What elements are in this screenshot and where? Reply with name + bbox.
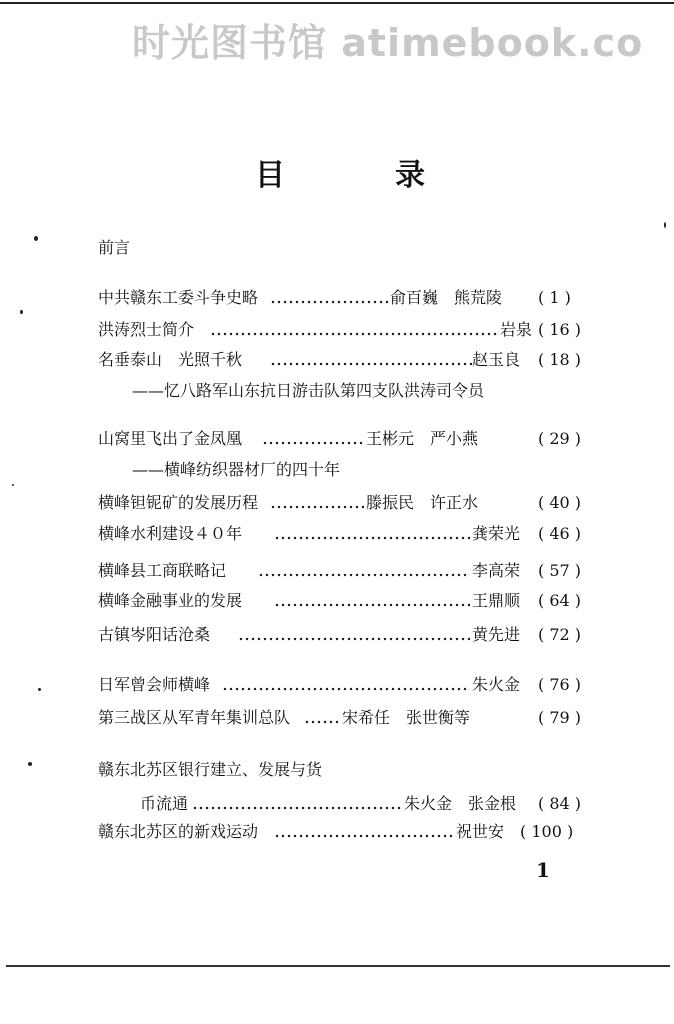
entry-title: 币流通 (140, 794, 189, 813)
entry-page: ( 100 ) (520, 822, 574, 841)
dot-leader (304, 720, 340, 724)
entry-author: 宋希任 张世衡等 (342, 708, 471, 727)
scan-speck (20, 310, 23, 314)
dot-leader (222, 687, 470, 691)
entry-author: 朱火金 (472, 675, 521, 694)
preface-entry[interactable]: 前言 (98, 238, 131, 257)
entry-title: 名垂泰山 光照千秋 (98, 350, 243, 369)
entry-subtitle: ——忆八路军山东抗日游击队第四支队洪涛司令员 (132, 381, 485, 400)
entry-author: 王鼎顺 (472, 591, 521, 610)
title-char-1: 目 (255, 158, 285, 193)
entry-title: 日军曾会师横峰 (98, 675, 211, 694)
entry-title: 横峰金融事业的发展 (98, 591, 243, 610)
dot-leader (274, 834, 454, 838)
entry-title: 古镇岑阳话沧桑 (98, 625, 211, 644)
watermark: 时光图书馆 atimebook.co (132, 21, 644, 65)
entry-title: 中共赣东工委斗争史略 (98, 288, 259, 307)
entry-author: 祝世安 (456, 822, 505, 841)
entry-subtitle: ——横峰纺织器材厂的四十年 (132, 460, 341, 479)
page-number: 1 (536, 858, 550, 882)
entry-page: ( 64 ) (538, 591, 582, 610)
entry-author: 王彬元 严小燕 (366, 429, 479, 448)
entry-author: 岩泉 (500, 320, 533, 339)
dot-leader (274, 603, 470, 607)
entry-page: ( 18 ) (538, 350, 582, 369)
dot-leader (262, 441, 362, 445)
dot-leader (238, 637, 470, 641)
dot-leader (274, 536, 470, 540)
scan-speck (28, 762, 32, 766)
dot-leader (258, 573, 470, 577)
entry-title: 赣东北苏区的新戏运动 (98, 822, 259, 841)
scan-speck (38, 688, 41, 691)
dot-leader (210, 332, 500, 336)
entry-page: ( 79 ) (538, 708, 582, 727)
entry-page: ( 1 ) (538, 288, 571, 307)
entry-title: 第三战区从军青年集训总队 (98, 708, 291, 727)
entry-page: ( 29 ) (538, 429, 582, 448)
entry-author: 赵玉良 (472, 350, 521, 369)
scan-speck (12, 484, 14, 486)
entry-title: 山窝里飞出了金凤凰 (98, 429, 243, 448)
entry-title-line-1[interactable]: 赣东北苏区银行建立、发展与货 (98, 760, 323, 779)
entry-author: 滕振民 许正水 (366, 493, 479, 512)
entry-title: 横峰县工商联略记 (98, 561, 227, 580)
entry-page: ( 76 ) (538, 675, 582, 694)
entry-author: 俞百巍 熊荒陵 (390, 288, 503, 307)
entry-page: ( 72 ) (538, 625, 582, 644)
entry-author: 龚荣光 (472, 524, 521, 543)
entry-page: ( 57 ) (538, 561, 582, 580)
entry-title: 洪涛烈士简介 (98, 320, 195, 339)
dot-leader (270, 300, 390, 304)
entry-title: 横峰钽铌矿的发展历程 (98, 493, 259, 512)
scan-speck (664, 222, 666, 228)
entry-author: 朱火金 张金根 (404, 794, 517, 813)
entry-page: ( 40 ) (538, 493, 582, 512)
scan-speck (34, 236, 38, 241)
entry-title: 横峰水利建设４０年 (98, 524, 243, 543)
entry-page: ( 16 ) (538, 320, 582, 339)
entry-page: ( 84 ) (538, 794, 582, 813)
entry-author: 李高荣 (472, 561, 521, 580)
dot-leader (192, 806, 404, 810)
entry-author: 黄先进 (472, 625, 521, 644)
bottom-border-line (6, 965, 670, 967)
entry-page: ( 46 ) (538, 524, 582, 543)
title-char-2: 录 (395, 158, 425, 193)
dot-leader (270, 505, 364, 509)
dot-leader (270, 362, 472, 366)
